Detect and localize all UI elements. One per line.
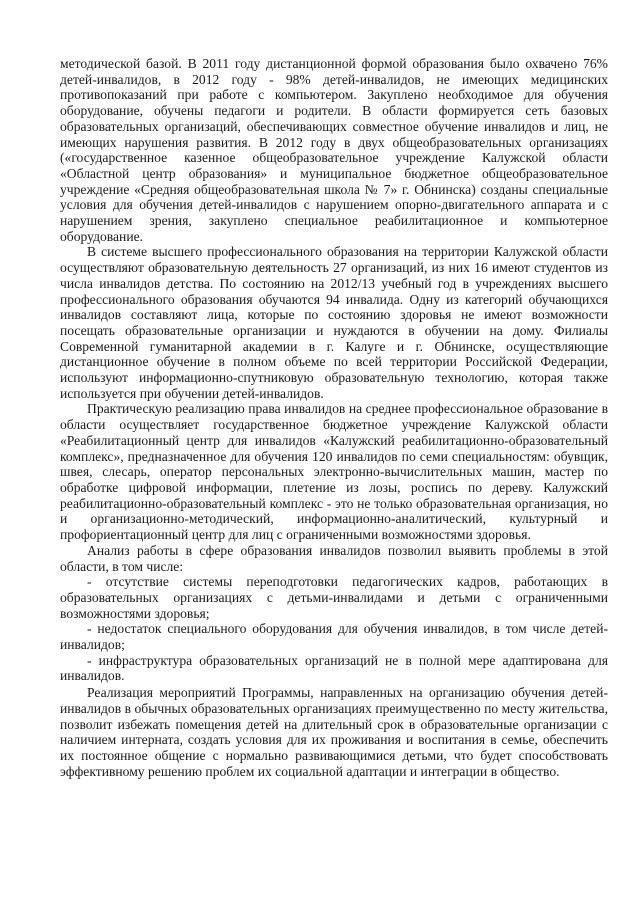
document-page: [60, 56, 608, 779]
paragraph-higher-education: В системе высшего профессионального образования на территории Калужской области осуществляют образовательную деятельность 27 организаций, из них 16 имеют студентов из числа инвалидов детства. По состоянию на 2012/13 учебный год в учреждениях высшего профессионального образования обучаются 94 инвалида. Одну из категорий обучающихся инвалидов составляют лица, которые по состоянию здоровья не имеют возможности посещать образовательные организации и нуждаются в обучении на дому. Филиалы Современной гуманитарной академии в г. Калуге и г. Обнинске, осуществляющие дистанционное обучение в полном объеме по всей территории Российской Федерации, используют информационно-спутниковую образовательную технологию, которая также используется при обучении детей-инвалидов.: [60, 244, 608, 401]
paragraph-secondary-vocational: Практическую реализацию права инвалидов на среднее профессиональное образование в области осуществляет государственное бюджетное учреждение Калужской области «Реабилитационный центр для инвалидов «Калужский реабилитационно-образовательный комплекс», предназначенное для обучения 120 инвалидов по семи специальностям: обувщик, швея, слесарь, оператор персональных электронно-вычислительных машин, мастер по обработке цифровой информации, плетение из лозы, роспись по дереву. Калужский реабилитационно-образовательный комплекс - это не только образовательная организация, но и организационно-методический, информационно-аналитический, культурный и профориентационный центр для лиц с ограниченными возможностями здоровья.: [60, 401, 608, 543]
paragraph-distance-learning: методической базой. В 2011 году дистанционной формой образования было охвачено 76% детей-инвалидов, в 2012 году - 98% детей-инвалидов, не имеющих медицинских противопоказаний при работе с компьютером. Закуплено необходимое для обучения оборудование, обучены педагоги и родители. В области формируется сеть базовых образовательных организаций, обеспечивающих совместное обучение инвалидов и лиц, не имеющих нарушения развития. В 2012 году в двух общеобразовательных организациях («государственное казенное общеобразовательное учреждение Калужской области «Областной центр образования» и муниципальное бюджетное общеобразовательное учреждение «Средняя общеобразовательная школа № 7» г. Обнинска) созданы специальные условия для обучения детей-инвалидов с нарушением опорно-двигательного аппарата и с нарушением зрения, закуплено специальное реабилитационное и компьютерное оборудование.: [60, 56, 608, 244]
paragraph-program-outcome: Реализация мероприятий Программы, направленных на организацию обучения детей-инвалидов в обычных образовательных организациях преимущественно по месту жительства, позволит избежать помещения детей на длительный срок в образовательные организации с наличием интерната, создать условия для их проживания и воспитания в семье, обеспечить их постоянное общение с нормально развивающимися детьми, что будет способствовать эффективному решению проблем их социальной адаптации и интеграции в общество.: [60, 685, 608, 779]
list-item-equipment-shortage: - недостаток специального оборудования для обучения инвалидов, в том числе детей-инвалидов;: [60, 621, 608, 653]
list-item-teacher-training: - отсутствие системы переподготовки педагогических кадров, работающих в образовательных организациях с детьми-инвалидами и детьми с ограниченными возможностями здоровья;: [60, 574, 608, 621]
paragraph-problems-intro: Анализ работы в сфере образования инвалидов позволил выявить проблемы в этой области, в том числе:: [60, 542, 608, 574]
list-item-infrastructure: - инфраструктура образовательных организаций не в полной мере адаптирована для инвалидов.: [60, 652, 608, 684]
